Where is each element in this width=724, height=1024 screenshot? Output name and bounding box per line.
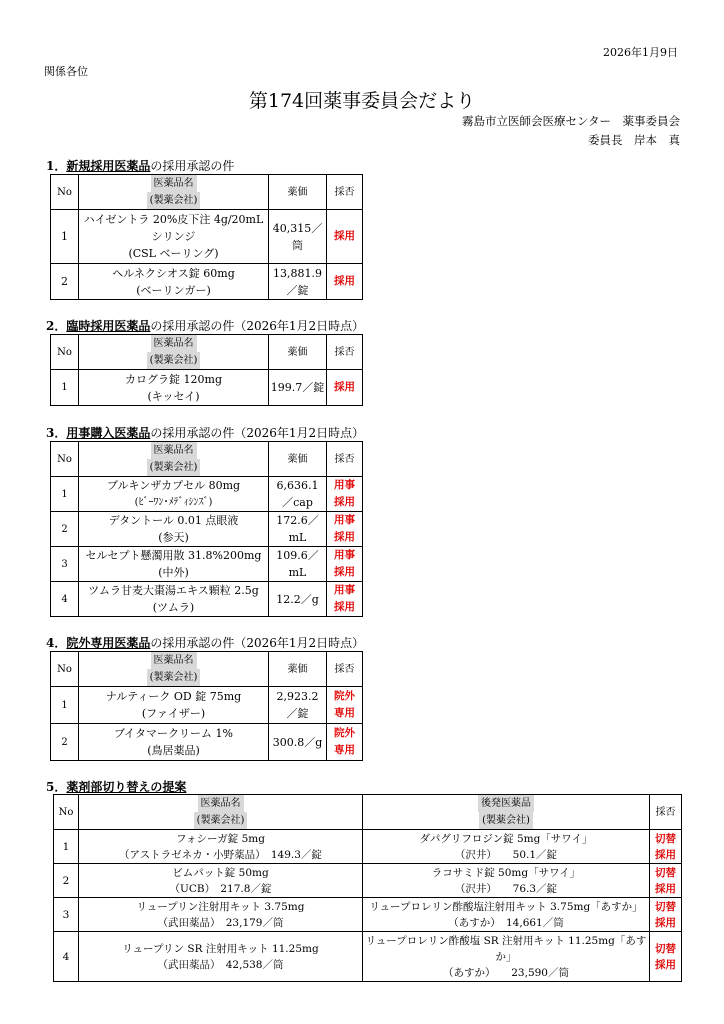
drug-cell: ヘルネクシオス錠 60mg (ベーリンガー) [79, 264, 269, 300]
table-row [54, 932, 682, 982]
table-header-row [51, 335, 363, 370]
section1-table [50, 174, 363, 300]
section5-heading [46, 778, 186, 795]
section5-table [53, 794, 682, 982]
table-row [54, 830, 682, 864]
row-no: 3 [51, 547, 79, 582]
header-no: No [51, 442, 79, 477]
price-cell: 109.6／ mL [269, 547, 327, 582]
section4-heading [46, 634, 364, 651]
table-header-row [54, 795, 682, 830]
table-row [51, 264, 363, 300]
decision-cell: 用事 採用 [327, 582, 363, 617]
table-header-row [51, 175, 363, 210]
header-no: No [51, 175, 79, 210]
table-row [51, 687, 363, 724]
header-generic-name: 後発医薬品 (製薬会社) [363, 795, 650, 830]
price-cell: 40,315／ 筒 [269, 210, 327, 264]
table-row [54, 864, 682, 898]
document-date: 2026年1月9日 [603, 46, 678, 59]
header-decision: 採否 [327, 442, 363, 477]
organization: 霧島市立医師会医療センター 薬事委員会 [461, 114, 680, 128]
drug-cell: ハイゼントラ 20%皮下注 4g/20mL シリンジ (CSL ベーリング) [79, 210, 269, 264]
header-decision: 採否 [327, 652, 363, 687]
row-no: 1 [51, 477, 79, 512]
original-drug-cell: ビムパット錠 50mg （UCB） 217.8／錠 [79, 864, 363, 898]
price-cell: 13,881.9 ／錠 [269, 264, 327, 300]
header-no: No [54, 795, 79, 830]
original-drug-cell: リュープリン注射用キット 3.75mg （武田薬品） 23,179／筒 [79, 898, 363, 932]
generic-drug-cell: ダパグリフロジン錠 5mg「サワイ」 （沢井） 50.1／錠 [363, 830, 650, 864]
section1-title-bold: 新規採用医薬品 [66, 159, 151, 173]
drug-cell: ツムラ甘麦大棗湯エキス顆粒 2.5g (ツムラ) [79, 582, 269, 617]
section1-number: 1． [46, 159, 67, 173]
section2-table [50, 334, 363, 406]
page-title: 第174回薬事委員会だより [248, 90, 476, 112]
drug-cell: ナルティーク OD 錠 75mg (ファイザー) [79, 687, 269, 724]
header-price: 薬価 [269, 175, 327, 210]
row-no: 1 [51, 687, 79, 724]
price-cell: 12.2／g [269, 582, 327, 617]
section4-number: 4． [46, 636, 67, 650]
committee-chair: 委員長 岸本 真 [588, 133, 680, 147]
row-no: 4 [54, 932, 79, 982]
drug-cell: カログラ錠 120mg (キッセイ) [79, 370, 269, 406]
decision-cell: 採用 [327, 264, 363, 300]
header-price: 薬価 [269, 652, 327, 687]
section1-heading [46, 157, 234, 174]
header-price: 薬価 [269, 335, 327, 370]
header-price: 薬価 [269, 442, 327, 477]
header-decision: 採否 [327, 335, 363, 370]
price-cell: 6,636.1 ／cap [269, 477, 327, 512]
decision-cell: 用事 採用 [327, 477, 363, 512]
section1-title-rest: の採用承認の件 [150, 159, 235, 173]
row-no: 2 [51, 512, 79, 547]
section3-heading [46, 424, 364, 441]
table-header-row [51, 652, 363, 687]
table-row [51, 582, 363, 617]
table-header-row [51, 442, 363, 477]
drug-cell: デタントール 0.01 点眼液 (参天) [79, 512, 269, 547]
section2-heading [46, 317, 364, 334]
drug-cell: ブルキンザカプセル 80mg (ﾋﾞｰﾜﾝ･ﾒﾃﾞｨｼﾝｽﾞ) [79, 477, 269, 512]
section3-title-rest: の採用承認の件（2026年1月2日時点） [150, 426, 365, 440]
drug-cell: セルセプト懸濁用散 31.8%200mg (中外) [79, 547, 269, 582]
header-decision: 採否 [650, 795, 682, 830]
header-drug-name: 医薬品名 (製薬会社) [79, 795, 363, 830]
row-no: 2 [51, 264, 79, 300]
table-row [51, 370, 363, 406]
decision-cell: 切替 採用 [650, 898, 682, 932]
header-drug-name: 医薬品名 (製薬会社) [79, 442, 269, 477]
row-no: 1 [51, 210, 79, 264]
decision-cell: 切替 採用 [650, 932, 682, 982]
decision-cell: 切替 採用 [650, 830, 682, 864]
section5-number: 5． [46, 780, 67, 794]
section4-title-rest: の採用承認の件（2026年1月2日時点） [150, 636, 365, 650]
row-no: 2 [54, 864, 79, 898]
section5-title-bold: 薬剤部切り替えの提案 [66, 780, 187, 794]
decision-cell: 切替 採用 [650, 864, 682, 898]
generic-drug-cell: リュープロレリン酢酸塩注射用キット 3.75mg「あすか」 （あすか） 14,661／筒 [363, 898, 650, 932]
table-row [51, 724, 363, 761]
header-drug-name: 医薬品名 (製薬会社) [79, 175, 269, 210]
header-no: No [51, 335, 79, 370]
section4-title-bold: 院外専用医薬品 [66, 636, 151, 650]
original-drug-cell: リュープリン SR 注射用キット 11.25mg （武田薬品） 42,538／筒 [79, 932, 363, 982]
section2-title-bold: 臨時採用医薬品 [66, 319, 151, 333]
row-no: 1 [51, 370, 79, 406]
table-row [51, 512, 363, 547]
generic-drug-cell: ラコサミド錠 50mg「サワイ」 （沢井） 76.3／錠 [363, 864, 650, 898]
generic-drug-cell: リュープロレリン酢酸塩 SR 注射用キット 11.25mg「あす か」 （あすか） 23,590／筒 [363, 932, 650, 982]
section3-table [50, 441, 363, 617]
decision-cell: 用事 採用 [327, 512, 363, 547]
section4-table [50, 651, 363, 761]
table-row [51, 477, 363, 512]
price-cell: 2,923.2 ／錠 [269, 687, 327, 724]
price-cell: 199.7／錠 [269, 370, 327, 406]
row-no: 1 [54, 830, 79, 864]
decision-cell: 用事 採用 [327, 547, 363, 582]
table-row [51, 547, 363, 582]
row-no: 3 [54, 898, 79, 932]
table-row [51, 210, 363, 264]
section3-title-bold: 用事購入医薬品 [66, 426, 151, 440]
header-drug-name: 医薬品名 (製薬会社) [79, 652, 269, 687]
price-cell: 300.8／g [269, 724, 327, 761]
addressee: 関係各位 [44, 65, 88, 78]
section2-title-rest: の採用承認の件（2026年1月2日時点） [150, 319, 365, 333]
decision-cell: 院外 専用 [327, 687, 363, 724]
drug-cell: ブイタマークリーム 1% (鳥居薬品) [79, 724, 269, 761]
section2-number: 2． [46, 319, 67, 333]
section3-number: 3． [46, 426, 67, 440]
original-drug-cell: フォシーガ錠 5mg （アストラゼネカ・小野薬品） 149.3／錠 [79, 830, 363, 864]
header-drug-name: 医薬品名 (製薬会社) [79, 335, 269, 370]
row-no: 4 [51, 582, 79, 617]
table-row [54, 898, 682, 932]
header-no: No [51, 652, 79, 687]
decision-cell: 院外 専用 [327, 724, 363, 761]
decision-cell: 採用 [327, 210, 363, 264]
decision-cell: 採用 [327, 370, 363, 406]
price-cell: 172.6／ mL [269, 512, 327, 547]
row-no: 2 [51, 724, 79, 761]
header-decision: 採否 [327, 175, 363, 210]
